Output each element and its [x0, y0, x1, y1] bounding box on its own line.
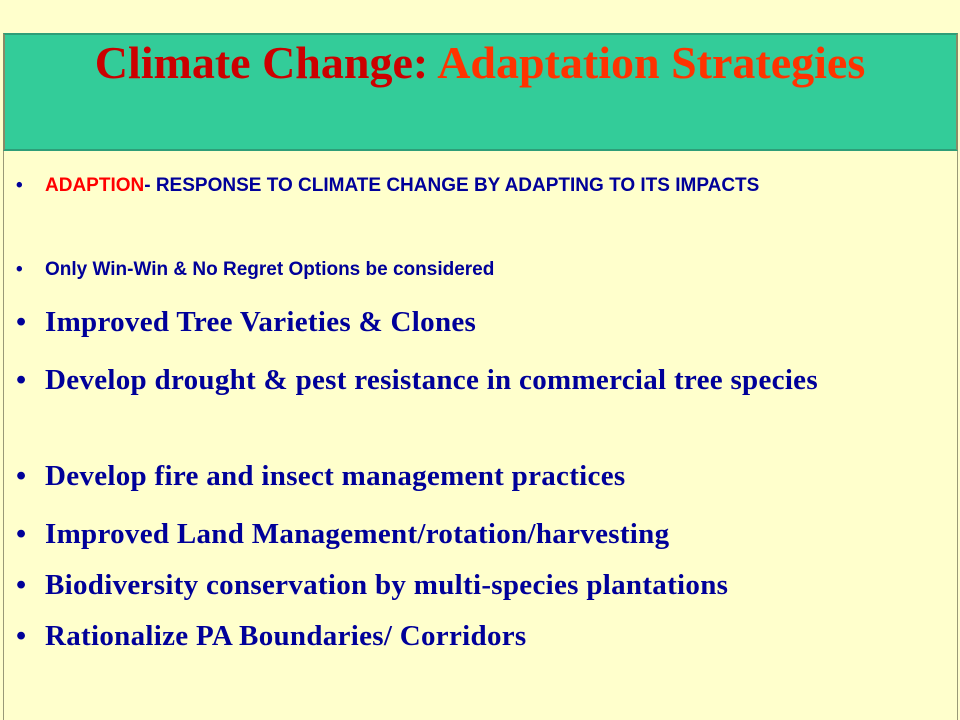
bullet-text: Improved Land Management/rotation/harvesting	[45, 518, 670, 550]
bullet-dot: •	[16, 460, 27, 492]
bullet-dot: •	[16, 364, 27, 396]
bullet-text: Develop drought & pest resistance in commercial tree species	[45, 364, 818, 396]
bullet-item-land-management	[16, 515, 936, 553]
bullet-item-tree-varieties	[16, 303, 936, 341]
bullet-item-adaption	[16, 171, 856, 201]
bullet-item-fire-insect	[16, 457, 936, 495]
bullet-dot: •	[16, 620, 27, 652]
left-border	[3, 151, 4, 720]
bullet-text: Improved Tree Varieties & Clones	[45, 306, 477, 338]
title-part-1: Climate Change:	[94, 37, 429, 88]
right-border	[957, 151, 958, 720]
bullet-dot: •	[16, 259, 23, 280]
adaption-keyword: ADAPTION	[45, 175, 145, 196]
bullet-text: Develop fire and insect management practices	[45, 460, 626, 492]
bullet-item-drought-resistance	[16, 361, 916, 399]
bullet-dot: •	[16, 175, 23, 196]
bullet-dot: •	[16, 306, 27, 338]
bullet-item-win-win	[16, 255, 916, 285]
bullet-item-pa-boundaries	[16, 617, 936, 655]
bullet-text: Rationalize PA Boundaries/ Corridors	[45, 620, 527, 652]
bullet-dot: •	[16, 569, 27, 601]
bullet-dot: •	[16, 518, 27, 550]
bullet-item-biodiversity	[16, 566, 946, 604]
title-part-2: Adaptation Strategies	[437, 37, 866, 88]
adaption-definition: - RESPONSE TO CLIMATE CHANGE BY ADAPTING TO ITS IMPACTS	[144, 175, 760, 196]
bullet-text: Only Win-Win & No Regret Options be considered	[45, 259, 495, 280]
bullet-text: Biodiversity conservation by multi-species plantations	[45, 569, 729, 601]
slide-title	[0, 37, 960, 89]
